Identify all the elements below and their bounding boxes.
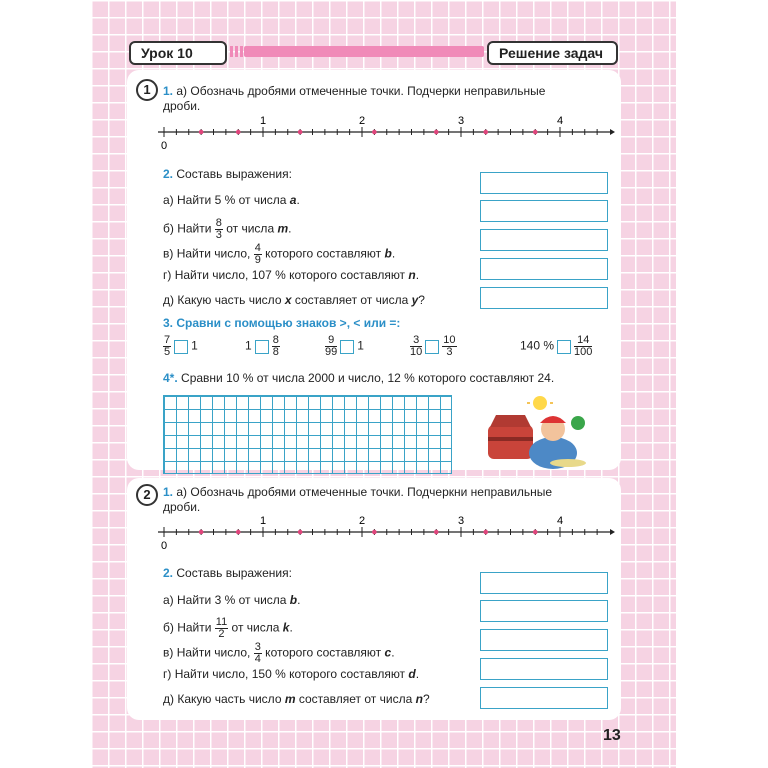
- expression-item: б) Найти $\frac{11}{2}$ от числа k.: [163, 616, 293, 640]
- marked-point: [372, 130, 377, 135]
- answer-box[interactable]: [480, 258, 608, 280]
- marked-point: [199, 130, 204, 135]
- answer-box[interactable]: [480, 687, 608, 709]
- answer-box[interactable]: [480, 600, 608, 622]
- comparison-box[interactable]: [557, 340, 571, 354]
- marked-point: [483, 530, 488, 535]
- number-line-1: [150, 113, 615, 153]
- comparison-item: 1 $\frac{8}{8}$: [245, 334, 279, 358]
- marked-point: [298, 530, 303, 535]
- axis-label: 3: [458, 115, 465, 127]
- task1-text-cont: дроби.: [163, 500, 201, 514]
- fraction: $\frac{4}{9}$: [254, 242, 261, 266]
- answer-box[interactable]: [480, 172, 608, 194]
- marked-point: [298, 130, 303, 135]
- expression-item: в) Найти число, $\frac{3}{4}$ которого составляют c.: [163, 641, 395, 665]
- header-stripe: [230, 46, 233, 57]
- marked-point: [434, 130, 439, 135]
- number-line-2: [150, 513, 615, 553]
- axis-arrow: [610, 129, 615, 135]
- expression-item: в) Найти число, $\frac{4}{9}$ которого составляют b.: [163, 242, 396, 266]
- marked-point: [236, 130, 241, 135]
- header-band: [244, 46, 484, 57]
- comparison-item: $\frac{3}{10}$ $\frac{10}{3}$: [410, 334, 456, 358]
- answer-box[interactable]: [480, 629, 608, 651]
- fraction: $\frac{3}{4}$: [254, 641, 261, 665]
- lesson-label: Урок 10: [129, 41, 227, 65]
- expression-item: а) Найти 5 % от числа a.: [163, 193, 300, 207]
- expression-item: а) Найти 3 % от числа b.: [163, 593, 301, 607]
- task4-text: 4*. Сравни 10 % от числа 2000 и число, 12 % которого составляют 24.: [163, 371, 555, 385]
- topic-label: Решение задач: [487, 41, 618, 65]
- axis-label: 1: [260, 115, 267, 127]
- axis-label: 3: [458, 515, 465, 527]
- answer-grid[interactable]: [163, 395, 452, 474]
- variant-marker-2: 2: [136, 484, 158, 506]
- answer-box[interactable]: [480, 658, 608, 680]
- axis-arrow: [610, 529, 615, 535]
- axis-label: 0: [161, 540, 168, 552]
- axis-label: 1: [260, 515, 267, 527]
- axis-label: 4: [557, 115, 564, 127]
- marked-point: [483, 130, 488, 135]
- fraction: $\frac{8}{3}$: [215, 217, 222, 241]
- axis-label: 2: [359, 115, 366, 127]
- fraction: $\frac{11}{2}$: [215, 616, 228, 640]
- comparison-box[interactable]: [340, 340, 354, 354]
- expression-item: б) Найти $\frac{8}{3}$ от числа m.: [163, 217, 292, 241]
- task2-title: 2. Составь выражения:: [163, 167, 292, 181]
- header-stripe: [235, 46, 238, 57]
- expression-item: д) Какую часть число x составляет от числа y?: [163, 293, 425, 307]
- marked-point: [533, 130, 538, 135]
- marked-point: [533, 530, 538, 535]
- marked-point: [236, 530, 241, 535]
- answer-box[interactable]: [480, 200, 608, 222]
- pirate-illustration: [478, 393, 598, 473]
- axis-label: 0: [161, 140, 168, 152]
- comparison-item: $\frac{7}{5}$ 1: [164, 334, 198, 358]
- comparison-item: 140 % $\frac{14}{100}$: [520, 334, 593, 358]
- marked-point: [199, 530, 204, 535]
- task1-text-cont: дроби.: [163, 99, 201, 113]
- task1-text: 1. а) Обозначь дробями отмеченные точки. Подчеркни неправильные: [163, 485, 553, 499]
- axis-label: 2: [359, 515, 366, 527]
- comparison-item: $\frac{9}{99}$ 1: [325, 334, 364, 358]
- comparison-box[interactable]: [255, 340, 269, 354]
- task1-text: 1. а) Обозначь дробями отмеченные точки. Подчерки неправильные: [163, 84, 546, 98]
- expression-item: г) Найти число, 107 % которого составляют n.: [163, 268, 420, 282]
- task2-title: 2. Составь выражения:: [163, 566, 292, 580]
- variant-marker-1: 1: [136, 79, 158, 101]
- axis-label: 4: [557, 515, 564, 527]
- page-number: 13: [603, 727, 621, 744]
- comparison-box[interactable]: [425, 340, 439, 354]
- task3-title: 3. Сравни с помощью знаков >, < или =:: [163, 316, 401, 330]
- answer-box[interactable]: [480, 287, 608, 309]
- comparison-box[interactable]: [174, 340, 188, 354]
- header-stripe: [240, 46, 243, 57]
- answer-box[interactable]: [480, 572, 608, 594]
- marked-point: [434, 530, 439, 535]
- expression-item: г) Найти число, 150 % которого составляют d.: [163, 667, 420, 681]
- expression-item: д) Какую часть число m составляет от числа n?: [163, 692, 430, 706]
- marked-point: [372, 530, 377, 535]
- answer-box[interactable]: [480, 229, 608, 251]
